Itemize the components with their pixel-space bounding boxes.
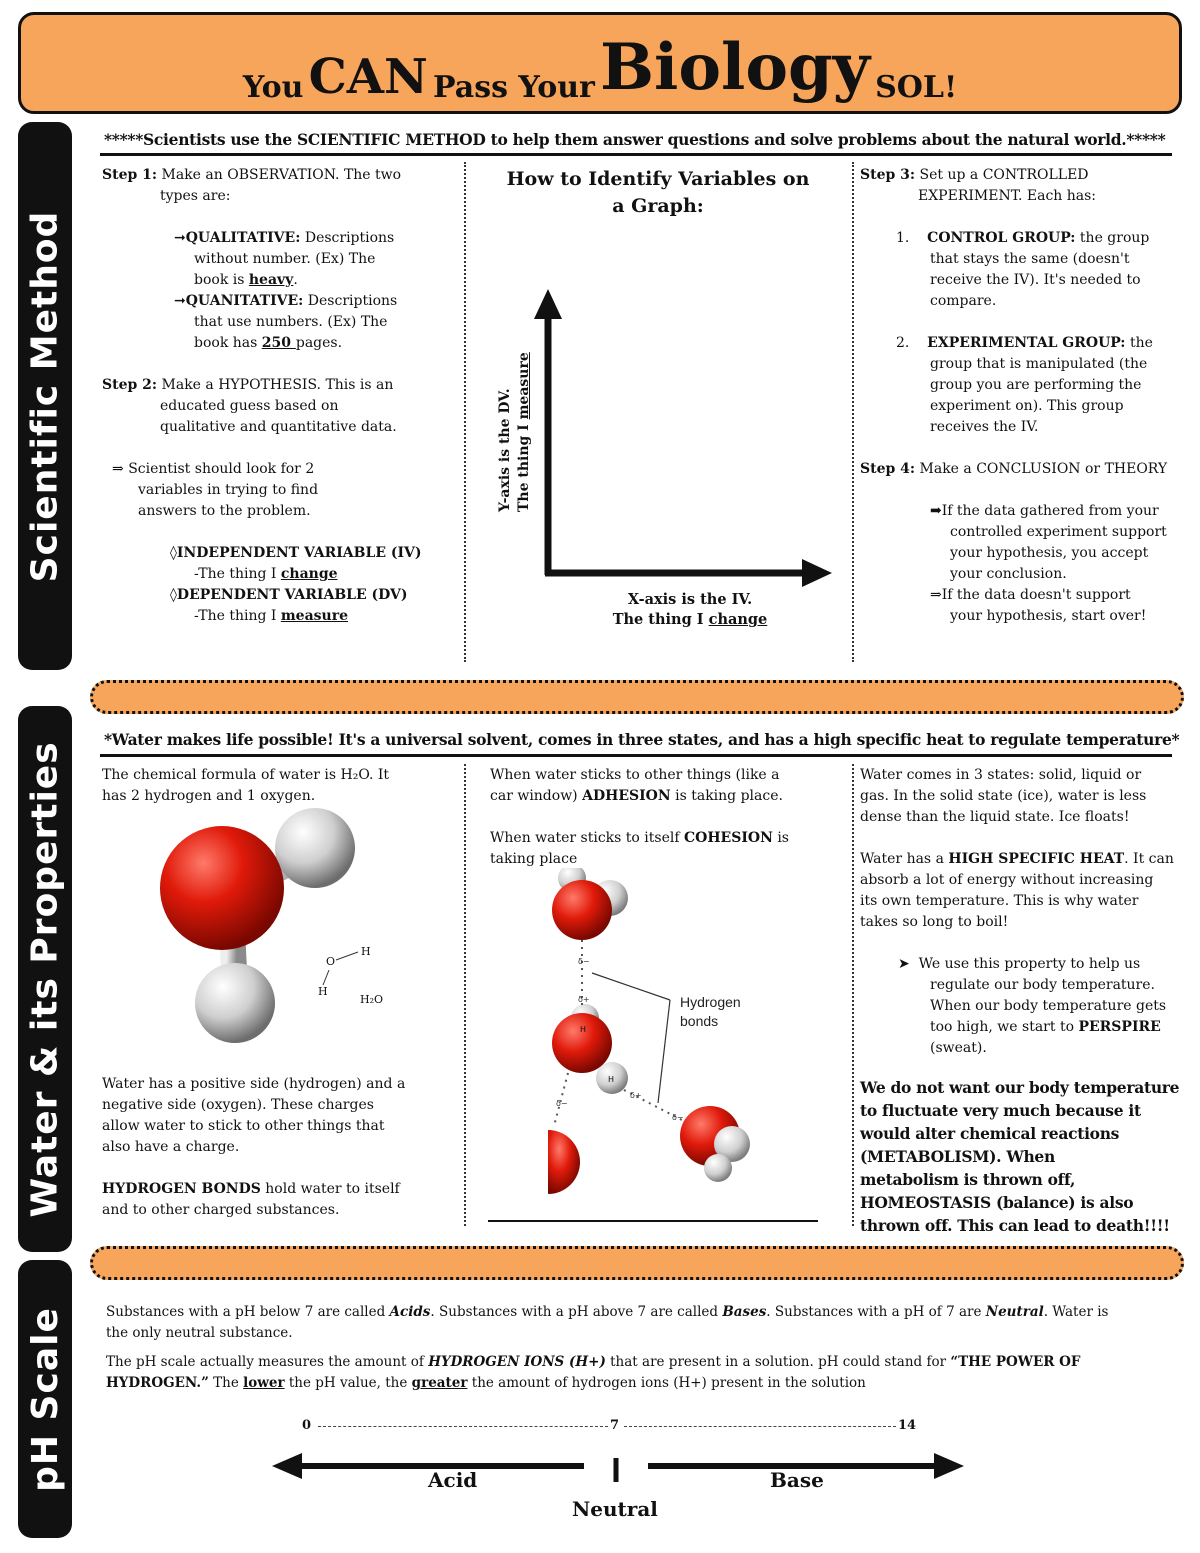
neutral-keyword: Neutral [985,1304,1044,1320]
title-biology: Biology [599,30,870,105]
ph-text: the only neutral substance. [106,1325,293,1341]
oxygen-atom [160,826,284,950]
conclusion-line: controlled experiment support [950,524,1167,540]
specific-heat-line: . It can [1124,851,1174,867]
polarity-line: Water has a positive side (hydrogen) and a [102,1076,406,1092]
dv-keyword: measure [280,608,348,624]
ph-text: . Substances with a pH of 7 are [766,1304,986,1320]
neutral-label: Neutral [572,1497,658,1521]
regulate-line: We use this property to help us [918,956,1141,972]
axes-diagram [530,285,840,590]
hydrogen-bonds-label-line: Hydrogen [680,994,741,1010]
experimental-group-line: group you are performing the [930,377,1142,393]
sidebar-water [18,706,72,1252]
structural-bond [336,952,358,960]
scale-tick-14: 14 [898,1418,917,1433]
perspire-keyword: PERSPIRE [1078,1019,1161,1035]
hydrogen-bonds-label-line: bonds [680,1013,719,1029]
section-separator [90,680,1184,714]
qual-example: heavy [248,272,294,288]
control-group-line: receive the IV). It's needed to [930,272,1141,288]
arrowhead-bullet-icon: ➤ [898,956,910,972]
qual-line: . [293,272,298,288]
quan-example: 250 [261,335,296,351]
y-axis-keyword: measure [516,352,532,420]
ph-text: the amount of hydrogen ions (H+) present in the solution [467,1375,866,1391]
conclusion-line: If the data doesn't support [941,587,1131,603]
water-col2 [490,765,846,870]
svg-text:δ+: δ+ [578,995,590,1004]
graph-title [470,166,846,220]
sci-col1 [102,165,462,627]
title-can: CAN [308,49,428,105]
warning-line: to fluctuate very much because it [860,1101,1141,1120]
warning-line: (METABOLISM). When [860,1147,1055,1166]
dv-text: -The thing I [194,608,281,624]
iv-text: -The thing I [194,566,281,582]
warning-line: HOMEOSTASIS (balance) is also [860,1193,1134,1212]
step2-line: educated guess based on [160,398,339,414]
oxygen-atom [552,1013,612,1073]
specific-heat-line: its own temperature. This is why water [860,893,1139,909]
step2-text: Make a HYPOTHESIS. This is an [161,377,394,393]
arrow-icon: ➞ [174,293,186,309]
water-headline: *Water makes life possible! It's a universal solvent, comes in three states, and has a high specific heat to regulate temperature* [104,730,1180,749]
section-separator [90,1246,1184,1280]
metabolism-warning [860,1076,1190,1237]
ph-text: the pH value, the [284,1375,412,1391]
ph-text: Substances with a pH below 7 are called [106,1304,390,1320]
y-axis-label-line: The thing I [516,419,532,512]
hydrogen-bonds-label: HYDROGEN BONDS [102,1181,261,1197]
structural-h: H [361,945,371,958]
warning-line: thrown off. This can lead to death!!!! [860,1216,1170,1235]
scientist-line: Scientist should look for 2 [128,461,315,477]
sci-col3 [860,165,1190,627]
scientist-line: variables in trying to find [138,482,319,498]
x-axis-label [560,590,820,630]
quan-text: Descriptions [307,293,398,309]
hydrogen-bonds-diagram [540,868,780,1198]
x-axis-keyword: change [708,611,768,628]
quan-line: pages. [295,335,343,351]
hydrogen-atom [195,963,275,1043]
structural-bond [323,970,329,985]
ph-arrows [270,1448,970,1488]
scale-dashes [318,1426,608,1427]
ph-text: that are present in a solution. pH could stand for [605,1354,951,1370]
polarity-line: also have a charge. [102,1139,240,1155]
step1-text2: types are: [160,188,231,204]
sci-headline: *****Scientists use the SCIENTIFIC METHOD to help them answer questions and solve problems about the natural world.***** [104,130,1166,149]
specific-heat-line: absorb a lot of energy without increasing [860,872,1154,888]
adhesion-line: car window) [490,788,583,804]
experimental-group-line: group that is manipulated (the [930,356,1148,372]
diamond-icon: ◊ [170,545,177,561]
conclusion-line: your hypothesis, you accept [950,545,1149,561]
cohesion-keyword: COHESION [683,830,773,846]
adhesion-keyword: ADHESION [582,788,671,804]
x-axis-arrowhead [802,559,832,587]
diamond-icon: ◊ [170,587,177,603]
regulate-line: too high, we start to [930,1019,1079,1035]
svg-text:δ−: δ− [556,1099,568,1108]
cohesion-line: When water sticks to itself [490,830,684,846]
regulate-line: When our body temperature gets [930,998,1167,1014]
svg-text:δ+: δ+ [630,1091,642,1100]
ph-text: . Substances with a pH above 7 are called [430,1304,723,1320]
states-line: gas. In the solid state (ice), water is less [860,788,1147,804]
control-group-label: CONTROL GROUP: [927,230,1076,246]
cohesion-line: taking place [490,851,578,867]
column-divider [852,162,854,662]
column-divider [464,162,466,662]
pointer-line [658,1000,670,1103]
ph-paragraph-2 [106,1352,1186,1394]
arrow-icon: ➞ [174,230,186,246]
qual-line: book is [194,272,249,288]
states-line: dense than the liquid state. Ice floats! [860,809,1130,825]
experimental-group-line: experiment on). This group [930,398,1124,414]
divider [488,1220,818,1222]
qual-text: Descriptions [304,230,395,246]
graph-title-line: How to Identify Variables on [506,168,810,190]
ph-text: The pH scale actually measures the amount of [106,1354,429,1370]
water-col1-bottom [102,1074,462,1221]
oxygen-atom [552,880,612,940]
bases-keyword: Bases [722,1304,767,1320]
sidebar-label: Scientific Method [24,210,66,582]
step2-line: qualitative and quantitative data. [160,419,397,435]
column-divider [852,764,854,1226]
conclusion-line: If the data gathered from your [941,503,1159,519]
control-group-text: the group [1079,230,1150,246]
sidebar-ph [18,1260,72,1538]
acid-arrowhead [272,1453,302,1479]
conclusion-line: your conclusion. [950,566,1067,582]
divider [100,754,1172,757]
specific-heat-line: Water has a [860,851,949,867]
title-sol: SOL! [875,70,958,105]
hydrogen-bonds-line: and to other charged substances. [102,1202,340,1218]
svg-text:δ−: δ− [672,1113,684,1122]
warning-line: would alter chemical reactions [860,1124,1120,1143]
structural-o: O [326,955,336,968]
structural-formula: H₂O [360,993,384,1006]
ph-paragraph-1 [106,1302,1186,1344]
step2-label: Step 2: [102,377,158,393]
pointer-line [592,973,670,1000]
step3-label: Step 3: [860,167,916,183]
lower-keyword: lower [243,1375,285,1391]
step1-label: Step 1: [102,167,158,183]
adhesion-line: is taking place. [670,788,783,804]
arrow-icon: ➡ [930,503,942,519]
experimental-group-label: EXPERIMENTAL GROUP: [927,335,1126,351]
step1-text: Make an OBSERVATION. The two [161,167,402,183]
svg-text:H: H [608,1075,615,1084]
regulate-line: (sweat). [930,1040,987,1056]
iv-keyword: change [280,566,338,582]
base-label: Base [770,1468,824,1492]
sidebar-label: pH Scale [24,1306,66,1492]
warning-line: We do not want our body temperature [860,1078,1180,1097]
acids-keyword: Acids [389,1304,431,1320]
qual-label: QUALITATIVE: [185,230,301,246]
scale-dashes [624,1426,896,1427]
control-group-line: that stays the same (doesn't [930,251,1130,267]
scientist-line: answers to the problem. [138,503,311,519]
specific-heat-line: takes so long to boil! [860,914,1009,930]
divider [100,153,1172,156]
power-keyword: “THE POWER OF [950,1354,1081,1370]
structural-h: H [318,985,328,998]
column-divider [464,764,466,1226]
adhesion-line: When water sticks to other things (like a [490,767,780,783]
list-number: 2. [896,335,910,351]
hydrogen-bonds-text: hold water to itself [260,1181,400,1197]
svg-text:H: H [580,1025,587,1034]
experimental-group-text: the [1129,335,1153,351]
warning-line: metabolism is thrown off, [860,1170,1076,1189]
ph-text: . Water is [1043,1304,1109,1320]
polarity-line: allow water to stick to other things that [102,1118,385,1134]
hydrogen-bonds-label [680,993,741,1031]
step4-text: Make a CONCLUSION or THEORY [919,461,1168,477]
hydrogen-atom [704,1154,732,1182]
scale-tick-7: 7 [610,1418,620,1433]
graph-title-line: a Graph: [612,195,704,217]
svg-text:δ−: δ− [578,957,590,966]
sidebar-scientific-method [18,122,72,670]
polarity-line: negative side (oxygen). These charges [102,1097,374,1113]
ph-text: The [208,1375,244,1391]
step4-label: Step 4: [860,461,916,477]
greater-keyword: greater [411,1375,468,1391]
y-axis-arrowhead [534,289,562,319]
acid-label: Acid [428,1468,478,1492]
specific-heat-keyword: HIGH SPECIFIC HEAT [948,851,1125,867]
title-you: You [242,70,304,105]
oxygen-atom-partial [548,1130,580,1194]
x-axis-label-line: X-axis is the IV. [627,591,753,608]
step3-text: Set up a CONTROLLED [919,167,1089,183]
step3-line: EXPERIMENT. Each has: [918,188,1097,204]
water-molecule-model [140,800,460,1060]
base-arrowhead [934,1453,964,1479]
scale-tick-0: 0 [302,1418,312,1433]
quan-line: that use numbers. (Ex) The [194,314,388,330]
regulate-line: regulate our body temperature. [930,977,1155,993]
double-arrow-icon: ⇒ [112,461,124,477]
states-line: Water comes in 3 states: solid, liquid or [860,767,1142,783]
x-axis-label-line: The thing I [612,611,709,628]
dv-label: DEPENDENT VARIABLE (DV) [176,587,408,603]
hydrogen-atom [275,808,355,888]
cohesion-line: is [772,830,789,846]
water-col3 [860,765,1190,1059]
iv-label: INDEPENDENT VARIABLE (IV) [176,545,422,561]
formula-line: has 2 hydrogen and 1 oxygen. [102,788,316,804]
quan-label: QUANITATIVE: [185,293,304,309]
conclusion-line: your hypothesis, start over! [950,608,1147,624]
hydrogen-ions-keyword: HYDROGEN IONS (H+) [428,1354,606,1370]
title-pass-your: Pass Your [433,70,595,105]
control-group-line: compare. [930,293,997,309]
sidebar-label: Water & its Properties [24,740,66,1218]
power-keyword: HYDROGEN.” [106,1375,209,1391]
formula-line: The chemical formula of water is H₂O. It [102,767,390,783]
title-banner [18,12,1182,114]
experimental-group-line: receives the IV. [930,419,1039,435]
double-arrow-icon: ⇒ [930,587,942,603]
qual-line: without number. (Ex) The [194,251,376,267]
list-number: 1. [896,230,910,246]
quan-line: book has [194,335,262,351]
